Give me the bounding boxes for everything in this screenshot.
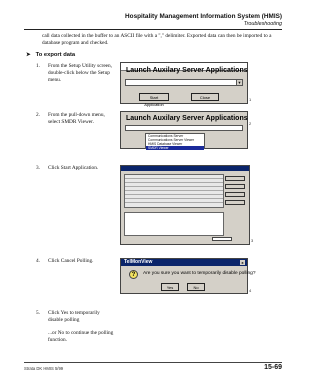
step-number: 1. (36, 63, 40, 69)
window-title: Launch Auxilary Server Applications (126, 67, 248, 74)
step-text: ...or No to continue the polling function. (48, 330, 114, 343)
step-3 (36, 165, 116, 172)
side-button[interactable] (225, 184, 245, 189)
step-number: 5. (36, 310, 40, 316)
dialog-message: Are you sure you want to temporarily disable polling? (143, 271, 256, 276)
option-hmis-database-viewer[interactable]: HMIS Database Viewer (148, 142, 183, 146)
records-grid (124, 174, 224, 208)
step-4 (36, 258, 116, 265)
application-select[interactable] (125, 79, 243, 86)
option-communications-server[interactable]: Communications Server (148, 134, 184, 138)
footer-edition: Strata DK HMIS 5/99 (24, 366, 64, 371)
yes-button[interactable]: Yes (161, 283, 179, 291)
step-number: 2. (36, 112, 40, 118)
dialog-title: TelMonView (124, 259, 153, 265)
telmonview-dialog-screenshot (120, 258, 256, 294)
application-select[interactable] (125, 125, 243, 131)
start-application-button[interactable]: Start Application (139, 93, 169, 101)
step-number: 3. (36, 165, 40, 171)
records-panel (124, 212, 224, 236)
step-5-alt (48, 330, 116, 344)
close-icon[interactable]: x (241, 260, 244, 265)
dialog-titlebar (121, 259, 247, 266)
chevron-down-icon[interactable]: ▼ (237, 80, 242, 85)
callout-3: 3 (251, 238, 254, 243)
header-title: Hospitality Management Information System (HMIS) (125, 13, 282, 20)
callout-4: 4 (249, 288, 252, 293)
window-title: Launch Auxilary Server Applications (126, 115, 248, 122)
step-1 (36, 63, 116, 83)
section-title: To export data (35, 52, 76, 58)
callout-2: 2 (249, 121, 252, 126)
option-smdr-viewer[interactable]: SMDR Viewer (146, 146, 204, 150)
section-heading (26, 52, 75, 58)
step-5 (36, 310, 116, 324)
application-dropdown-list (145, 133, 205, 149)
step-text: Click Yes to temporarily disable polling (48, 310, 100, 323)
arrow-icon: ➤ (26, 52, 31, 58)
close-button[interactable]: Close (191, 93, 219, 101)
window-titlebar (121, 166, 249, 171)
step-text: Click Start Application. (48, 165, 99, 171)
side-button[interactable] (225, 200, 245, 205)
step-number: 4. (36, 258, 40, 264)
progress-field (212, 237, 232, 241)
launch-window-screenshot (120, 62, 248, 107)
step-text: From the pull-down menu, select SMDR Viewer. (48, 112, 105, 125)
footer-rule (24, 362, 282, 363)
question-icon: ? (129, 270, 138, 279)
status-footer (124, 237, 246, 241)
intro-paragraph: call data collected in the buffer to an ASCII file with a "," delimiter. Exported data can then be imported to a database program and checked. (42, 33, 272, 47)
header-subtitle: Troubleshooting (243, 21, 282, 27)
callout-1: 1 (249, 97, 252, 102)
step-2 (36, 112, 116, 126)
step-text: Click Cancel Polling. (48, 258, 94, 264)
application-menu-screenshot (120, 111, 248, 149)
no-button[interactable]: No (187, 283, 205, 291)
cancel-polling-button[interactable] (225, 192, 245, 197)
smdr-viewer-screenshot (120, 165, 250, 245)
step-text: From the Setup Utility screen, double-click below the Setup menu. (48, 63, 112, 83)
option-communications-server-viewer[interactable]: Communications Server Viewer (148, 138, 195, 142)
side-button[interactable] (225, 176, 245, 181)
page-number: 15-69 (264, 364, 282, 371)
header-rule (24, 29, 282, 30)
table-row (125, 199, 223, 203)
